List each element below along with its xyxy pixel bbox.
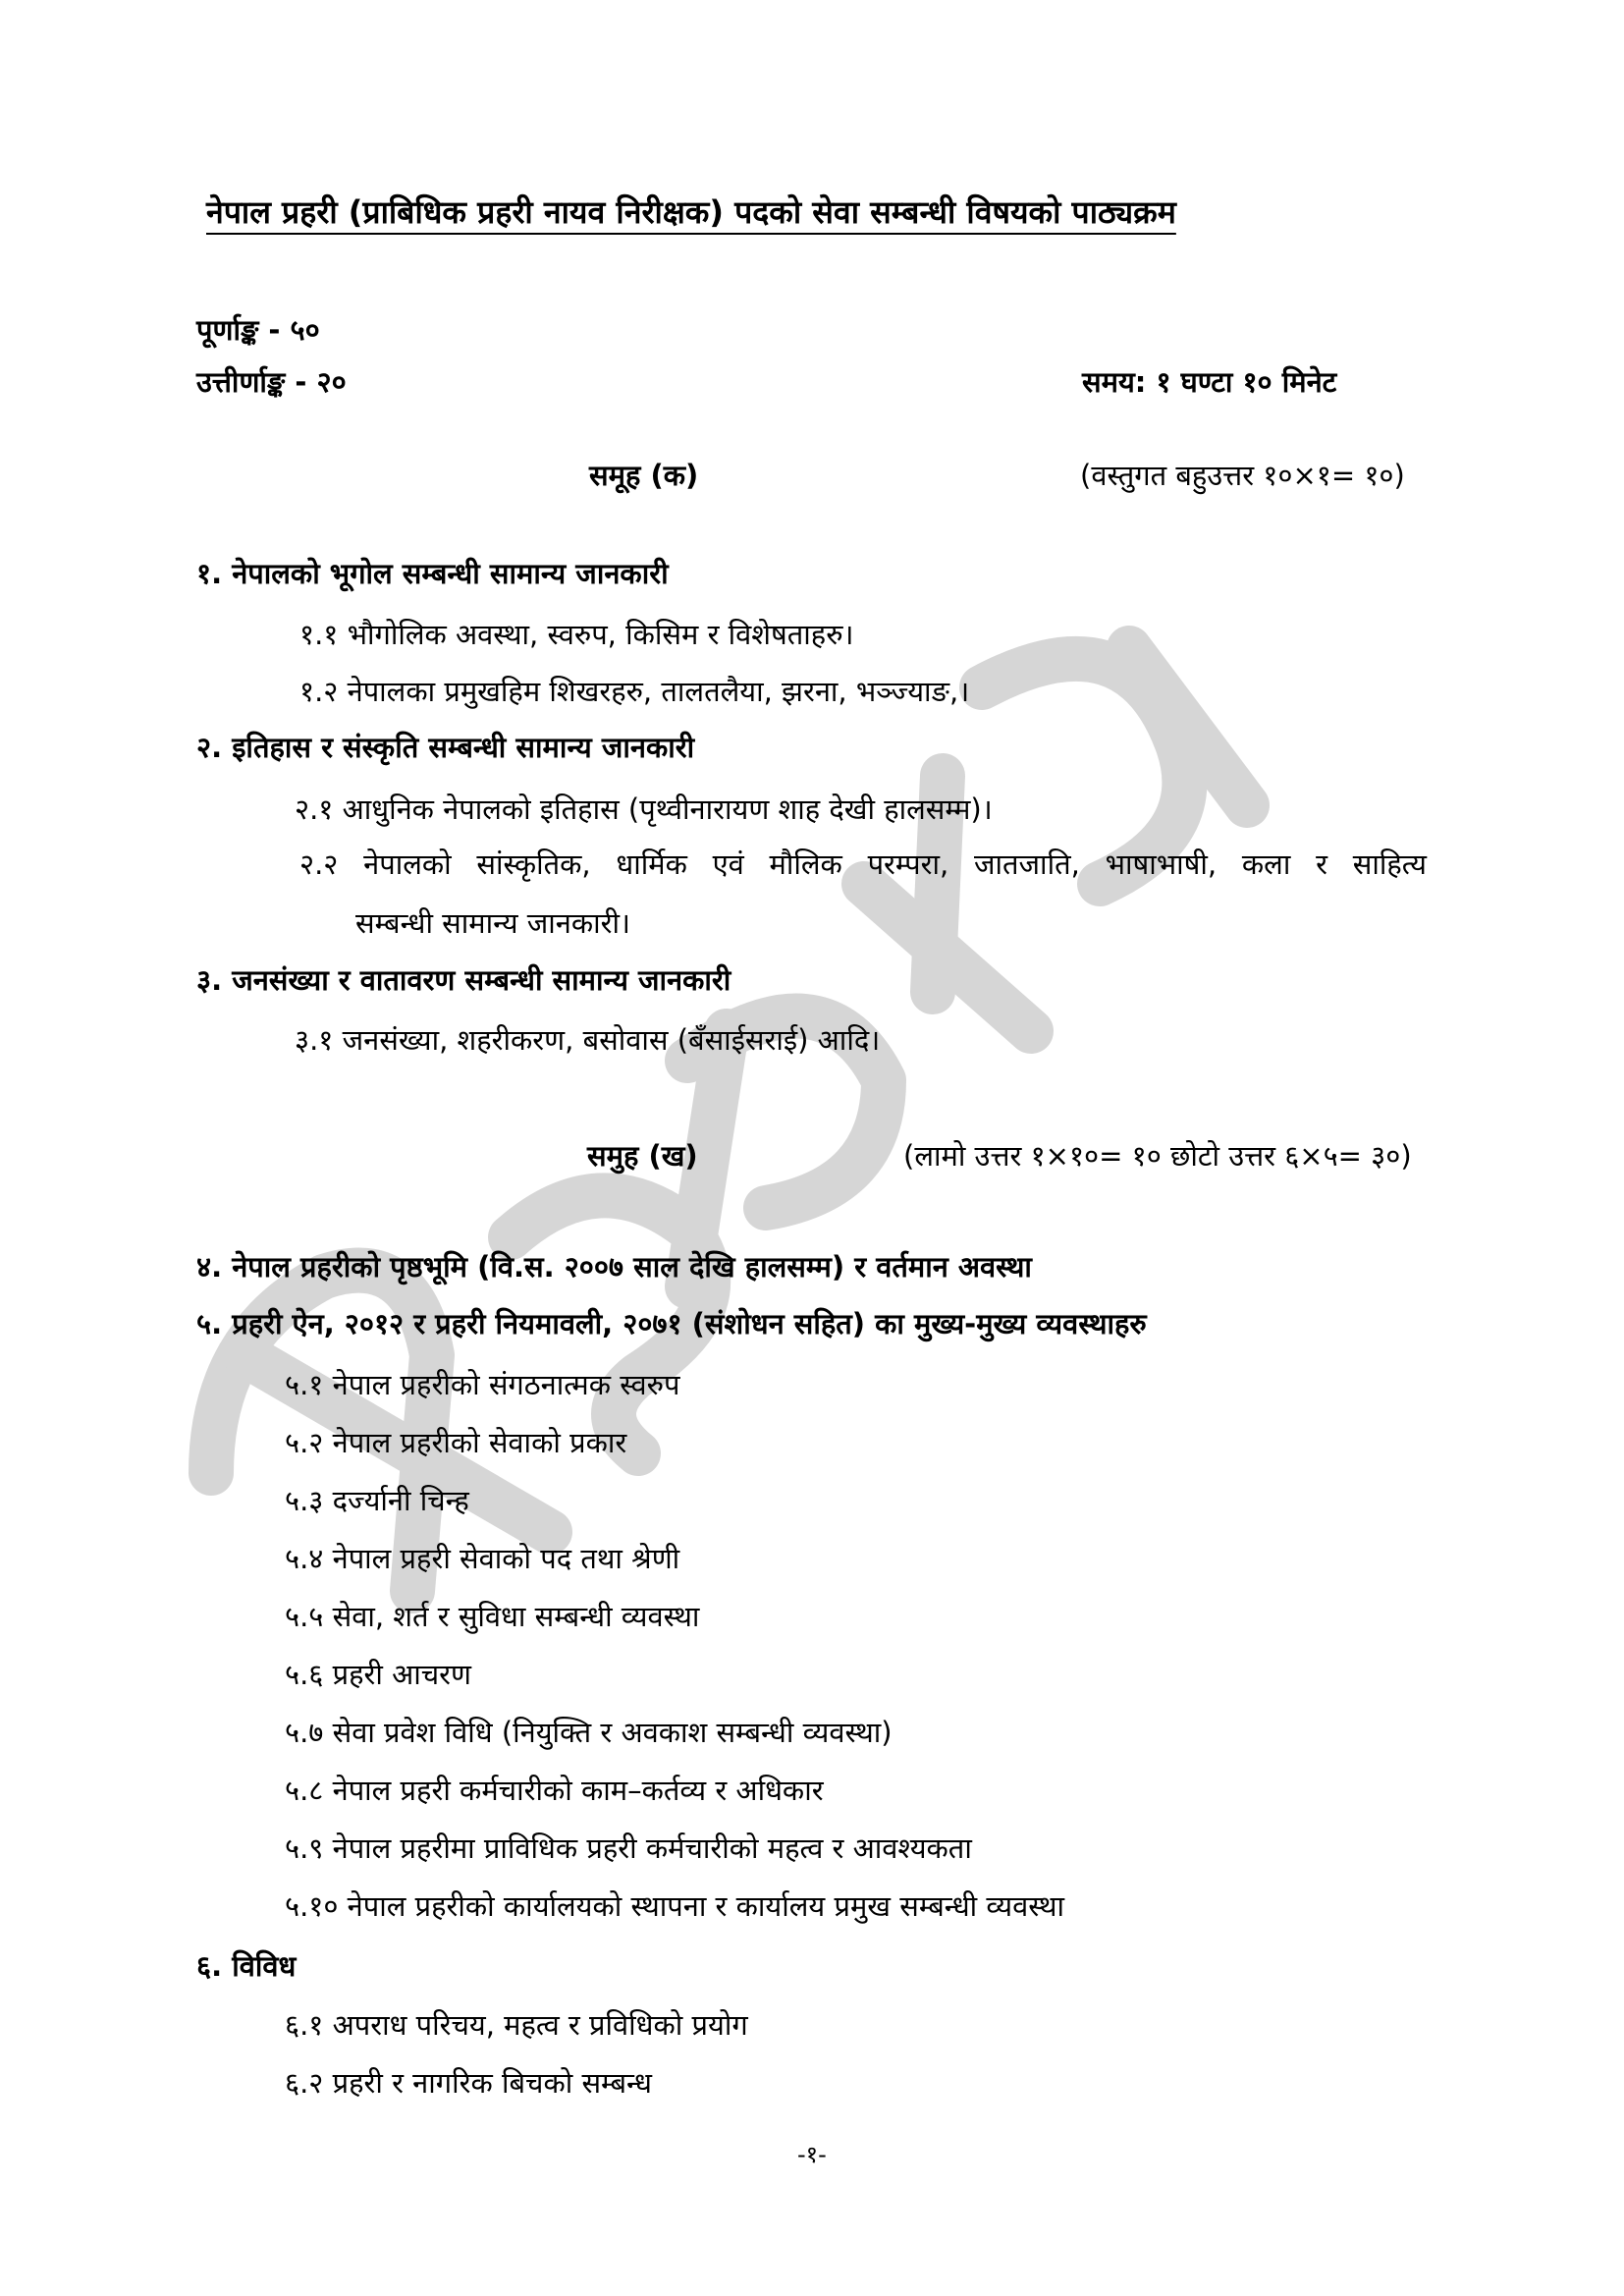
- section-item: १.२ नेपालका प्रमुखहिम शिखरहरु, तालतलैया, झरना, भञ्ज्याङ,।: [299, 675, 970, 708]
- section-heading: १. नेपालको भूगोल सम्बन्धी सामान्य जानकारी: [196, 557, 669, 590]
- group-a-note: (वस्तुगत बहुउत्तर १०×१= १०): [1080, 459, 1405, 492]
- section-heading: २. इतिहास र संस्कृति सम्बन्धी सामान्य जानकारी: [196, 731, 695, 764]
- group-b-label: समुह (ख): [587, 1139, 698, 1173]
- pass-marks: उत्तीर्णाङ्क - २०: [196, 365, 347, 399]
- section-heading: ४. नेपाल प्रहरीको पृष्ठभूमि (वि.स. २००७ साल देखि हालसम्म) र वर्तमान अवस्था: [196, 1250, 1032, 1284]
- group-b-note: (लामो उत्तर १×१०= १० छोटो उत्तर ६×५= ३०): [903, 1139, 1412, 1173]
- section-heading: ५. प्रहरी ऐन, २०१२ र प्रहरी नियमावली, २०७१ (संशोधन सहित) का मुख्य-मुख्य व्यवस्थाहरु: [196, 1307, 1147, 1340]
- section-item: ५.१० नेपाल प्रहरीको कार्यालयको स्थापना र कार्यालय प्रमुख सम्बन्धी व्यवस्था: [285, 1889, 1065, 1923]
- section-item: ५.५ सेवा, शर्त र सुविधा सम्बन्धी व्यवस्था: [285, 1600, 700, 1633]
- section-heading: ३. जनसंख्या र वातावरण सम्बन्धी सामान्य जानकारी: [196, 963, 731, 997]
- section-item: ६.२ प्रहरी र नागरिक बिचको सम्बन्ध: [285, 2066, 652, 2100]
- section-item: २.२ नेपालको सांस्कृतिक, धार्मिक एवं मौलिक परम्परा, जातजाति, भाषाभाषी, कला र साहित्य: [299, 847, 1427, 881]
- section-item: २.१ आधुनिक नेपालको इतिहास (पृथ्वीनारायण शाह देखी हालसम्म)।: [295, 793, 993, 826]
- section-item-continuation: सम्बन्धी सामान्य जानकारी।: [355, 906, 631, 940]
- section-item: १.१ भौगोलिक अवस्था, स्वरुप, किसिम र विशेषताहरु।: [299, 618, 854, 651]
- section-item: ५.१ नेपाल प्रहरीको संगठनात्मक स्वरुप: [285, 1368, 680, 1401]
- section-item: ५.७ सेवा प्रवेश विधि (नियुक्ति र अवकाश सम्बन्धी व्यवस्था): [285, 1716, 893, 1749]
- section-heading: ६. विविध: [196, 1949, 297, 1983]
- section-item: ५.२ नेपाल प्रहरीको सेवाको प्रकार: [285, 1426, 627, 1459]
- section-item: ५.९ नेपाल प्रहरीमा प्राविधिक प्रहरी कर्मचारीको महत्व र आवश्यकता: [285, 1831, 972, 1865]
- section-item: ६.१ अपराध परिचय, महत्व र प्रविधिको प्रयोग: [285, 2008, 748, 2042]
- section-item: ५.६ प्रहरी आचरण: [285, 1658, 471, 1691]
- full-marks: पूर्णाङ्क - ५०: [196, 313, 320, 347]
- section-item: ५.४ नेपाल प्रहरी सेवाको पद तथा श्रेणी: [285, 1542, 680, 1575]
- section-item: ५.८ नेपाल प्रहरी कर्मचारीको काम–कर्तव्य र अधिकार: [285, 1774, 824, 1807]
- exam-time: समय: १ घण्टा १० मिनेट: [1082, 365, 1337, 399]
- page-number: -१-: [797, 2141, 827, 2168]
- group-a-label: समूह (क): [589, 459, 699, 492]
- section-item: ३.१ जनसंख्या, शहरीकरण, बसोवास (बँसाईसराई) आदि।: [295, 1023, 881, 1057]
- page-title: नेपाल प्रहरी (प्राबिधिक प्रहरी नायव निरीक्षक) पदको सेवा सम्बन्धी विषयको पाठ्यक्रम: [206, 193, 1176, 231]
- section-item: ५.३ दर्ज्यानी चिन्ह: [285, 1484, 469, 1517]
